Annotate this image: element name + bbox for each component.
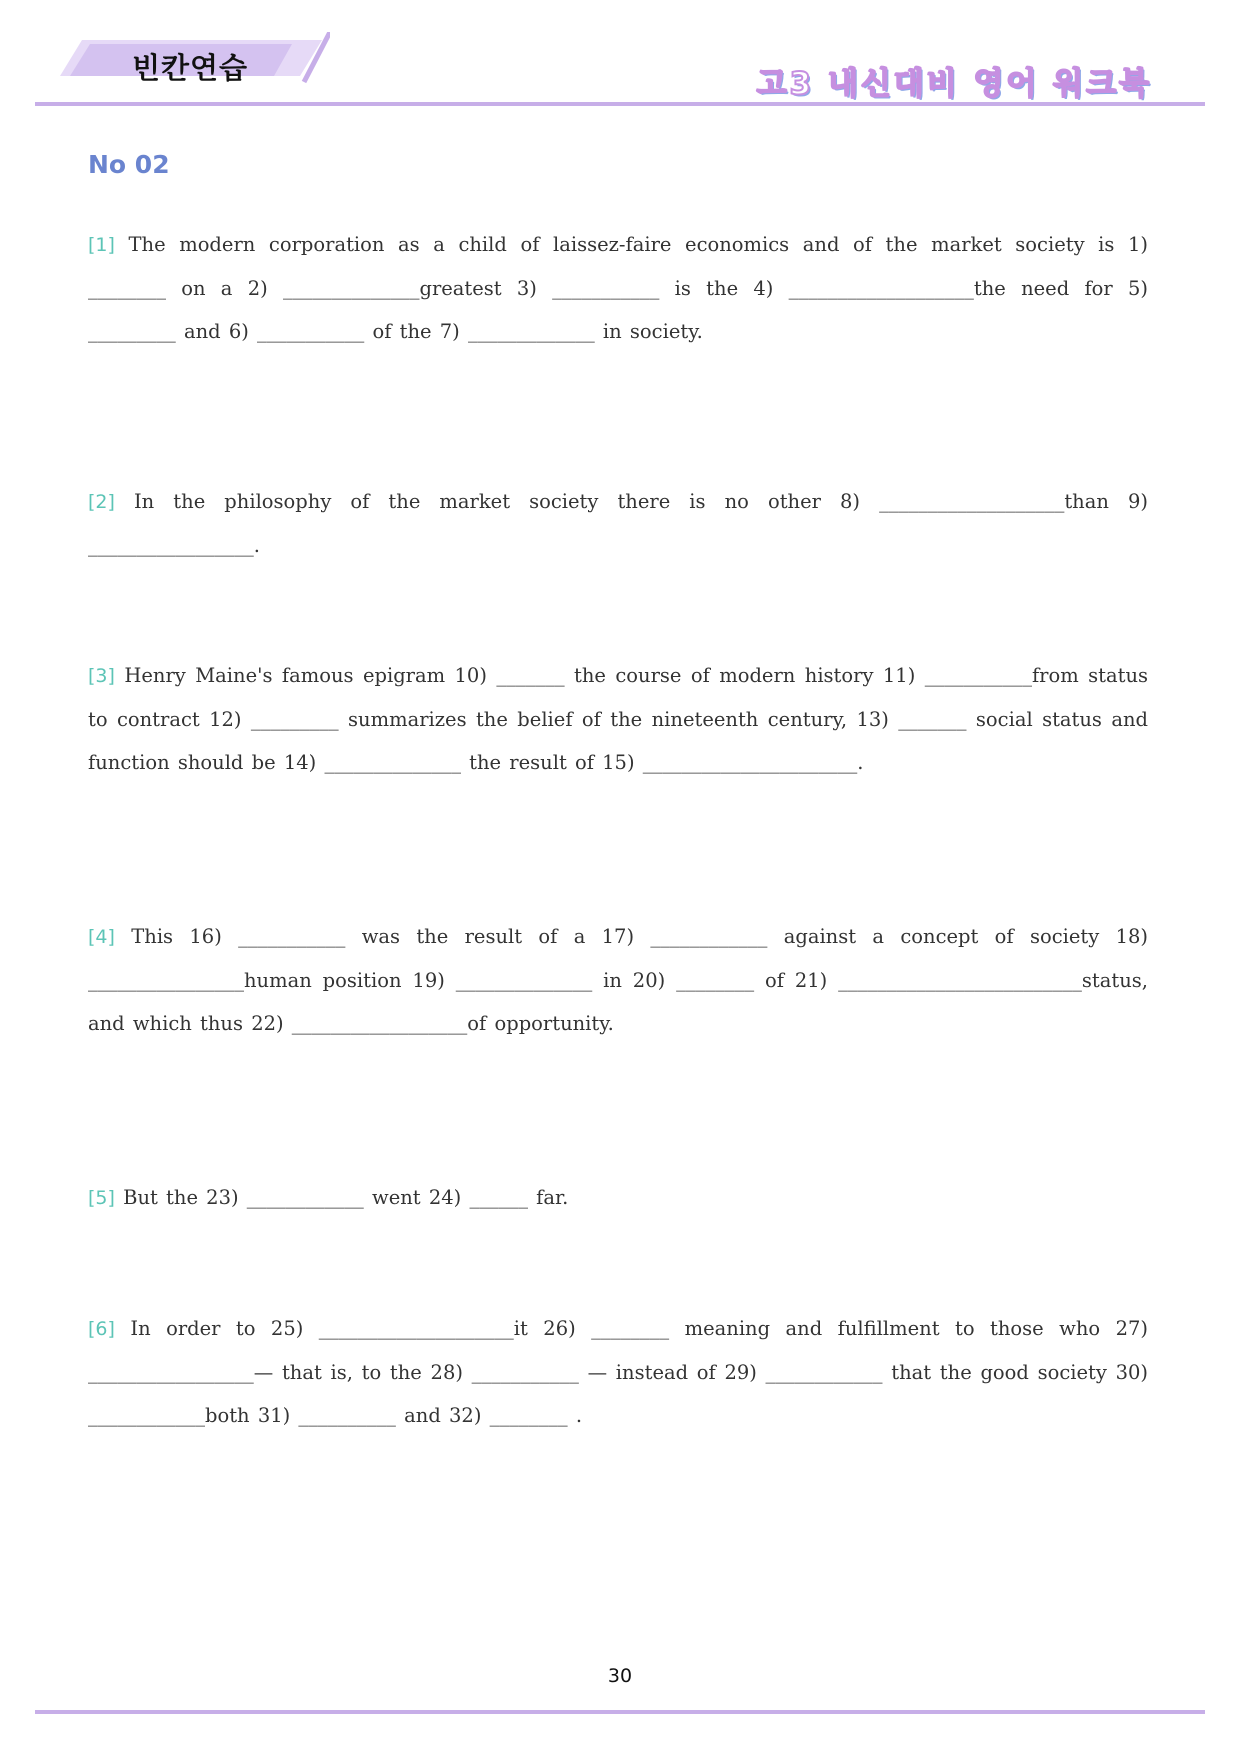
paragraph-text: In the philosophy of the market society there is no other 8) ___________________than 9) _________________. xyxy=(88,490,1148,557)
paragraph-text: The modern corporation as a child of laissez-faire economics and of the market society is 1) ________ on a 2) ______________greatest 3) ___________ is the 4) ___________________the need for 5) _________ and 6) ___________ of the 7) _____________ in society. xyxy=(88,233,1149,343)
section-title: 빈칸연습 xyxy=(132,51,249,85)
section-number: No 02 xyxy=(88,150,170,179)
paragraph-number: [1] xyxy=(88,234,115,256)
exercise-paragraph-1 xyxy=(88,223,1148,353)
paragraph-number: [6] xyxy=(88,1318,115,1340)
page-header xyxy=(0,0,1240,110)
paragraph-text: This 16) ___________ was the result of a 17) ____________ against a concept of society 18) ________________human position 19) ______________ in 20) ________ of 21) _________________________status, and which thus 22) __________________of opportunity. xyxy=(88,925,1148,1035)
paragraph-text: But the 23) ____________ went 24) ______ far. xyxy=(123,1186,569,1209)
exercise-paragraph-2 xyxy=(88,480,1148,567)
page-number: 30 xyxy=(607,1665,633,1687)
header-divider xyxy=(35,102,1205,106)
exercise-paragraph-3 xyxy=(88,654,1148,784)
paragraph-text: Henry Maine's famous epigram 10) _______ the course of modern history 11) ___________from status to contract 12) _________ summarizes the belief of the nineteenth century, 13) _______ social status and function should be 14) ______________ the result of 15) ______________________. xyxy=(88,664,1149,774)
exercise-paragraph-6 xyxy=(88,1307,1148,1437)
exercise-paragraph-4 xyxy=(88,915,1148,1045)
workbook-brand-logo: 고3 내신대비 영어 워크북 xyxy=(756,66,1152,102)
paragraph-text: In order to 25) ____________________it 26) ________ meaning and fulfillment to those who 27) _________________— that is, to the 28) ___________ — instead of 29) ____________ that the good society 30) ____________both 31) __________ and 32) ________ . xyxy=(88,1317,1148,1427)
paragraph-number: [2] xyxy=(88,491,115,513)
paragraph-number: [5] xyxy=(88,1187,115,1209)
footer-divider xyxy=(35,1710,1205,1714)
paragraph-number: [4] xyxy=(88,926,115,948)
exercise-paragraph-5 xyxy=(88,1176,1148,1220)
paragraph-number: [3] xyxy=(88,665,115,687)
